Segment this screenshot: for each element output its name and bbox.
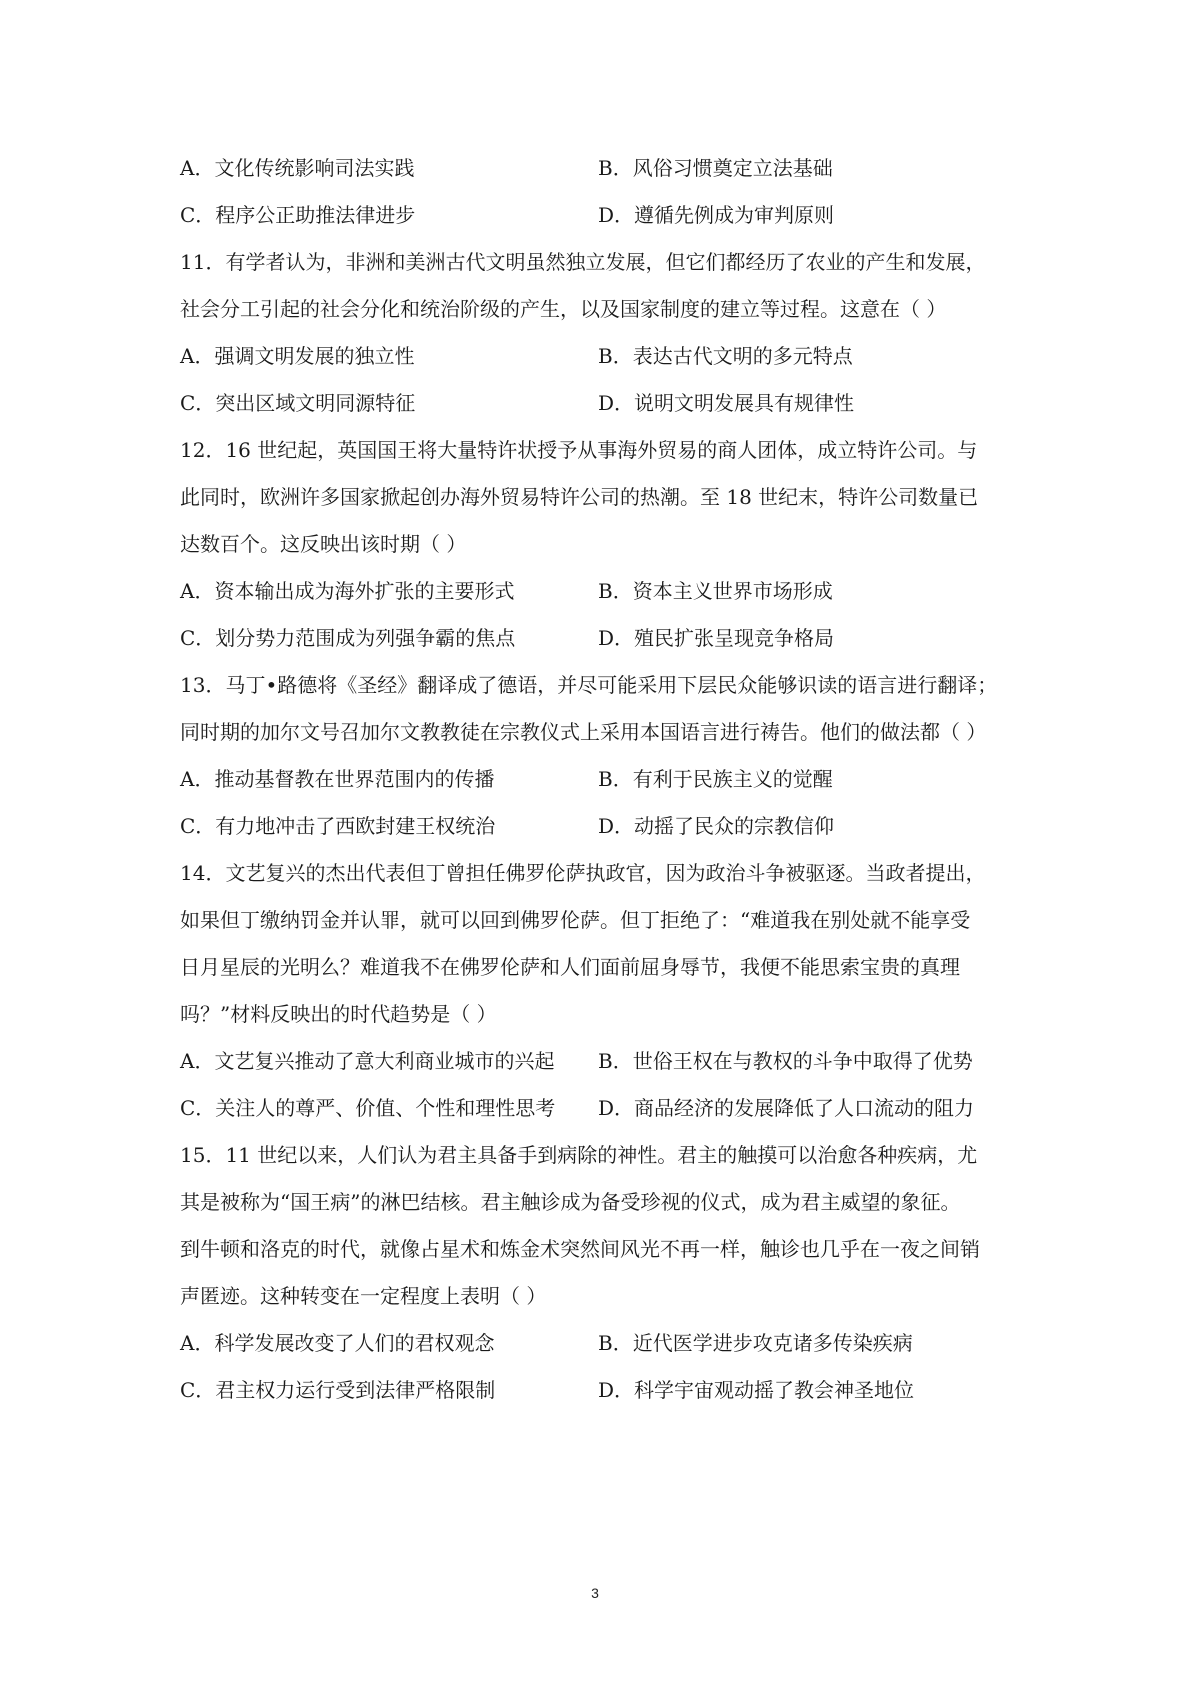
q15-options-row-2 xyxy=(180,1367,1020,1414)
q10-options-row-1 xyxy=(180,145,1020,192)
q12-option-d: D．殖民扩张呈现竞争格局 xyxy=(598,626,835,650)
q11-options-row-2 xyxy=(180,380,1020,427)
q15-stem-line-3: 到牛顿和洛克的时代，就像占星术和炼金术突然间风光不再一样，触诊也几乎在一夜之间销 xyxy=(180,1237,980,1261)
q13-option-d: D．动摇了民众的宗教信仰 xyxy=(598,814,835,838)
q15-stem-line-4: 声匿迹。这种转变在一定程度上表明（ ） xyxy=(180,1284,547,1308)
q14-option-b: B．世俗王权在与教权的斗争中取得了优势 xyxy=(598,1049,973,1073)
q12-stem-line-1: 12．16 世纪起，英国国王将大量特许状授予从事海外贸易的商人团体，成立特许公司。与 xyxy=(180,438,978,462)
q14-stem-line-2: 如果但丁缴纳罚金并认罪，就可以回到佛罗伦萨。但丁拒绝了：“难道我在别处就不能享受 xyxy=(180,908,971,932)
q11-option-c: C．突出区域文明同源特征 xyxy=(180,391,416,415)
q13-stem-line-2: 同时期的加尔文号召加尔文教教徒在宗教仪式上采用本国语言进行祷告。他们的做法都（ ） xyxy=(180,720,987,744)
q15-options-row-1 xyxy=(180,1320,1020,1367)
q12-stem-line-3: 达数百个。这反映出该时期（ ） xyxy=(180,532,467,556)
q11-option-d: D．说明文明发展具有规律性 xyxy=(598,391,855,415)
q13-option-c: C．有力地冲击了西欧封建王权统治 xyxy=(180,814,496,838)
q14-options-row-2 xyxy=(180,1085,1020,1132)
q11-option-b: B．表达古代文明的多元特点 xyxy=(598,344,853,368)
q15-stem-line-1: 15．11 世纪以来，人们认为君主具备手到病除的神性。君主的触摸可以治愈各种疾病，尤 xyxy=(180,1143,978,1167)
q13-options-row-2 xyxy=(180,803,1020,850)
q15-option-b: B．近代医学进步攻克诸多传染疾病 xyxy=(598,1331,913,1355)
q14-stem-line-1: 14．文艺复兴的杰出代表但丁曾担任佛罗伦萨执政官，因为政治斗争被驱逐。当政者提出， xyxy=(180,861,986,885)
q12-options-row-2 xyxy=(180,615,1020,662)
page-content xyxy=(180,145,1020,1414)
q13-stem-line-1: 13．马丁•路德将《圣经》翻译成了德语，并尽可能采用下层民众能够识读的语言进行翻译； xyxy=(180,673,998,697)
q11-option-a: A．强调文明发展的独立性 xyxy=(180,344,415,368)
q11-options-row-1 xyxy=(180,333,1020,380)
q14-stem-line-4: 吗？”材料反映出的时代趋势是（ ） xyxy=(180,1002,497,1026)
q13-option-b: B．有利于民族主义的觉醒 xyxy=(598,767,833,791)
q15-option-d: D．科学宇宙观动摇了教会神圣地位 xyxy=(598,1378,915,1402)
q10-option-c: C．程序公正助推法律进步 xyxy=(180,203,416,227)
q14-option-d: D．商品经济的发展降低了人口流动的阻力 xyxy=(598,1096,975,1120)
q14-option-a: A．文艺复兴推动了意大利商业城市的兴起 xyxy=(180,1049,555,1073)
q12-options-row-1 xyxy=(180,568,1020,615)
q13-option-a: A．推动基督教在世界范围内的传播 xyxy=(180,767,495,791)
q12-option-a: A．资本输出成为海外扩张的主要形式 xyxy=(180,579,515,603)
q14-stem-line-3: 日月星辰的光明么？难道我不在佛罗伦萨和人们面前屈身辱节，我便不能思索宝贵的真理 xyxy=(180,955,960,979)
q12-option-b: B．资本主义世界市场形成 xyxy=(598,579,833,603)
q11-stem-line-1: 11．有学者认为，非洲和美洲古代文明虽然独立发展，但它们都经历了农业的产生和发展， xyxy=(180,250,986,274)
q10-options-row-2 xyxy=(180,192,1020,239)
q10-option-b: B．风俗习惯奠定立法基础 xyxy=(598,156,833,180)
page-number: 3 xyxy=(591,1585,599,1601)
q15-option-a: A．科学发展改变了人们的君权观念 xyxy=(180,1331,495,1355)
q14-options-row-1 xyxy=(180,1038,1020,1085)
q10-option-a: A．文化传统影响司法实践 xyxy=(180,156,415,180)
q10-option-d: D．遵循先例成为审判原则 xyxy=(598,203,835,227)
q15-option-c: C．君主权力运行受到法律严格限制 xyxy=(180,1378,496,1402)
q15-stem-line-2: 其是被称为“国王病”的淋巴结核。君主触诊成为备受珍视的仪式，成为君主威望的象征。 xyxy=(180,1190,961,1214)
q14-option-c: C．关注人的尊严、价值、个性和理性思考 xyxy=(180,1096,556,1120)
q12-option-c: C．划分势力范围成为列强争霸的焦点 xyxy=(180,626,516,650)
q12-stem-line-2: 此同时，欧洲许多国家掀起创办海外贸易特许公司的热潮。至 18 世纪末，特许公司数量已 xyxy=(180,485,979,509)
q11-stem-line-2: 社会分工引起的社会分化和统治阶级的产生，以及国家制度的建立等过程。这意在（ ） xyxy=(180,297,947,321)
q13-options-row-1 xyxy=(180,756,1020,803)
